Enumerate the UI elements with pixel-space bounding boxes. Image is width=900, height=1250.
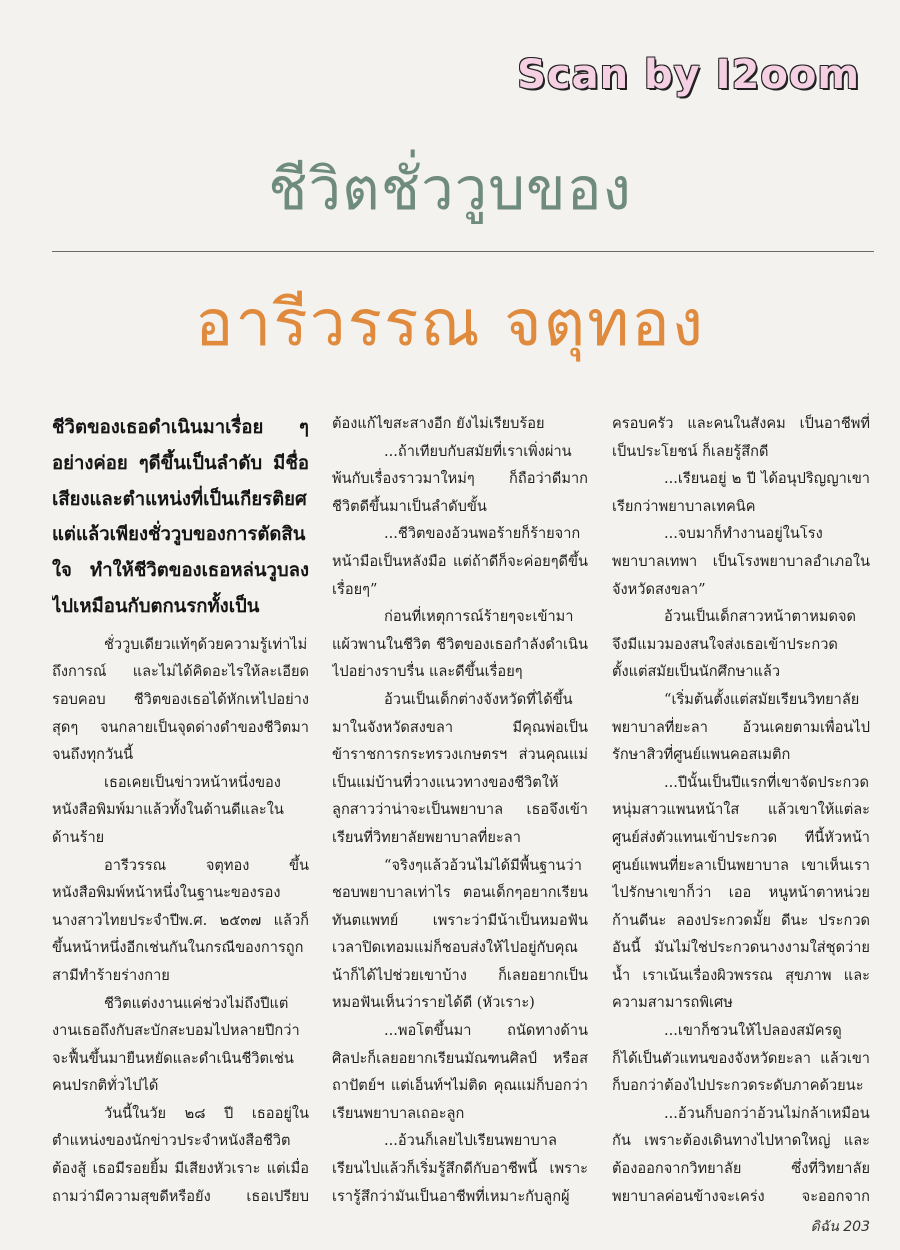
body-paragraph: ...ปีนั้นเป็นปีแรกที่เขาจัดประกวดหนุ่มสาวแพนหน้าใส แล้วเขาให้แต่ละศูนย์ส่งตัวแทนเข้าประกวด ทีนี้หัวหน้าศูนย์แพนที่ยะลาเป็นพยาบาล เขาเห็นเราไปรักษาเขาก็ว่า เออ หนูหน้าตาหน่วยก้านดีนะ ลองประกวดมั้ย ดีนะ ประกวดอันนี้ มันไม่ใช่ประกวดนางงามใส่ชุดว่ายน้ำ เราเน้นเรื่องผิวพรรณ สุขภาพ และความสามารถพิเศษ — [612, 773, 870, 1012]
headline-line-2: อารีวรรณ จตุทอง — [194, 287, 706, 361]
body-paragraph: ...ชีวิตของอ้วนพอร้ายก็ร้ายจากหน้ามือเป็นหลังมือ แต่ถ้าดีก็จะค่อยๆดีขึ้นเรื่อยๆ” — [332, 525, 588, 598]
article-column-2 — [332, 410, 588, 1210]
body-paragraph: อ้วนเป็นเด็กต่างจังหวัดที่ได้ขึ้นมาในจังหวัดสงขลา มีคุณพ่อเป็นข้าราชการกระทรวงเกษตรฯ ส่วนคุณแม่เป็นแม่บ้านที่วางแนวทางของชีวิตให้ลูกสาวว่าน่าจะเป็นพยาบาล เธอจึงเข้าเรียนที่วิทยาลัยพยาบาลที่ยะลา — [332, 690, 588, 846]
body-paragraph: ...ถ้าเทียบกับสมัยที่เราเพิ่งผ่านพ้นกับเรื่องราวมาใหม่ๆ ก็ถือว่าดีมาก ชีวิตดีขึ้นมาเป็นลำดับขั้น — [332, 442, 588, 515]
article-column-1 — [52, 410, 309, 1210]
body-paragraph: “จริงๆแล้วอ้วนไม่ได้มีพื้นฐานว่าชอบพยาบาลเท่าไร ตอนเด็กๆอยากเรียนทันตแพทย์ เพราะว่ามีน้าเป็นหมอฟัน เวลาปิดเทอมแม่ก็ชอบส่งให้ไปอยู่กับคุณน้าก็ได้ไปช่วยเขาบ้าง ก็เลยอยากเป็นหมอฟันเห็นว่ารายได้ดี (หัวเราะ) — [332, 856, 588, 1012]
body-paragraph: ครอบครัว และคนในสังคม เป็นอาชีพที่เป็นประโยชน์ ก็เลยรู้สึกดี — [612, 415, 870, 460]
body-paragraph: “เริ่มต้นตั้งแต่สมัยเรียนวิทยาลัยพยาบาลที่ยะลา อ้วนเคยตามเพื่อนไปรักษาสิวที่ศูนย์แพนคอสเมติก — [612, 690, 870, 764]
body-paragraph: ชั่ววูบเดียวแท้ๆด้วยความรู้เท่าไม่ถึงการณ์ และไม่ได้คิดอะไรให้ละเอียดรอบคอบ ชีวิตของเธอได้หักเหไปอย่างสุดๆ จนกลายเป็นจุดด่างดำของชีวิตมาจนถึงทุกวันนี้ — [52, 635, 309, 764]
body-paragraph: อ้วนเป็นเด็กสาวหน้าตาหมดจดจึงมีแมวมองสนใจส่งเธอเข้าประกวดตั้งแต่สมัยเป็นนักศึกษาแล้ว — [612, 608, 856, 681]
body-paragraph: เธอเคยเป็นข่าวหน้าหนึ่งของหนังสือพิมพ์มาแล้วทั้งในด้านดีและในด้านร้าย — [52, 773, 284, 846]
body-paragraph: ชีวิตแต่งงานแค่ช่วงไม่ถึงปีแต่งานเธอถึงกับสะบักสะบอมไปหลายปีกว่าจะฟื้นขึ้นมายืนหยัดและดำเนินชีวิตเช่นคนปรกติทั่วไปได้ — [52, 994, 300, 1095]
scan-watermark: Scan by I2oom — [517, 52, 860, 98]
body-paragraph: ต้องแก้ไขสะสางอีก ยังไม่เรียบร้อย — [332, 415, 545, 432]
body-paragraph: ก่อนที่เหตุการณ์ร้ายๆจะเข้ามาแผ้วพานในชีวิต ชีวิตของเธอกำลังดำเนินไปอย่างราบรื่น และดีขึ้นเรื่อยๆ — [332, 608, 588, 681]
body-paragraph: ...พอโตขึ้นมา ถนัดทางด้านศิลปะก็เลยอยากเรียนมัณฑนศิลป์ หรือสถาปัตย์ฯ แต่เอ็นท์ฯไม่ติด คุณแม่ก็บอกว่าเรียนพยาบาลเถอะลูก — [332, 1022, 588, 1122]
lead-paragraph: ชีวิตของเธอดำเนินมาเรื่อย ๆ อย่างค่อย ๆดีขึ้นเป็นลำดับ มีชื่อเสียงและตำแหน่งที่เป็นเกียรติยศ แต่แล้วเพียงชั่ววูบของการตัดสินใจ ทำให้ชีวิตของเธอหล่นวูบลงไปเหมือนกับตกนรกทั้งเป็น — [52, 417, 309, 617]
article-column-3 — [612, 410, 870, 1210]
body-paragraph: ...อ้วนก็เลยไปเรียนพยาบาล เรียนไปแล้วก็เริ่มรู้สึกดีกับอาชีพนี้ เพราะเรารู้สึกว่ามันเป็นอาชีพที่เหมาะกับลูกผู้ — [332, 1132, 588, 1205]
body-paragraph: ...เรียนอยู่ ๒ ปี ได้อนุปริญญาเขาเรียกว่าพยาบาลเทคนิค — [612, 470, 870, 515]
headline-divider — [52, 251, 874, 252]
body-paragraph: อารีวรรณ จตุทอง ขึ้นหนังสือพิมพ์หน้าหนึ่งในฐานะของรองนางสาวไทยประจำปีพ.ศ. ๒๕๓๗ แล้วก็ขึ้นหน้าหนึ่งอีกเช่นกันในกรณีของการถูกสามีทำร้ายร่างกาย — [52, 856, 309, 984]
headline-line-1: ชีวิตชั่ววูบของ — [268, 155, 632, 223]
page-folio: ดิฉัน 203 — [810, 1219, 870, 1235]
body-paragraph: ...เขาก็ชวนให้ไปลองสมัครดู ก็ได้เป็นตัวแทนของจังหวัดยะลา แล้วเขาก็บอกว่าต้องไปประกวดระดับภาคด้วยนะ — [612, 1022, 870, 1095]
body-paragraph: วันนี้ในวัย ๒๘ ปี เธออยู่ในตำแหน่งของนักข่าวประจำหนังสือชีวิตต้องสู้ เธอมีรอยยิ้ม มีเสียงหัวเราะ แต่เมื่อถามว่ามีความสุขดีหรือยัง เธอเปรียบ — [52, 1104, 309, 1205]
body-paragraph: ...อ้วนก็บอกว่าอ้วนไม่กล้าเหมือนกัน เพราะต้องเดินทางไปหาดใหญ่ และต้องออกจากวิทยาลัย ซึ่งที่วิทยาลัยพยาบาลค่อนข้างจะเคร่ง จะออกจาก — [612, 1104, 870, 1205]
body-paragraph: ...จบมาก็ทำงานอยู่ในโรงพยาบาลเทพา เป็นโรงพยาบาลอำเภอในจังหวัดสงขลา” — [612, 525, 870, 598]
